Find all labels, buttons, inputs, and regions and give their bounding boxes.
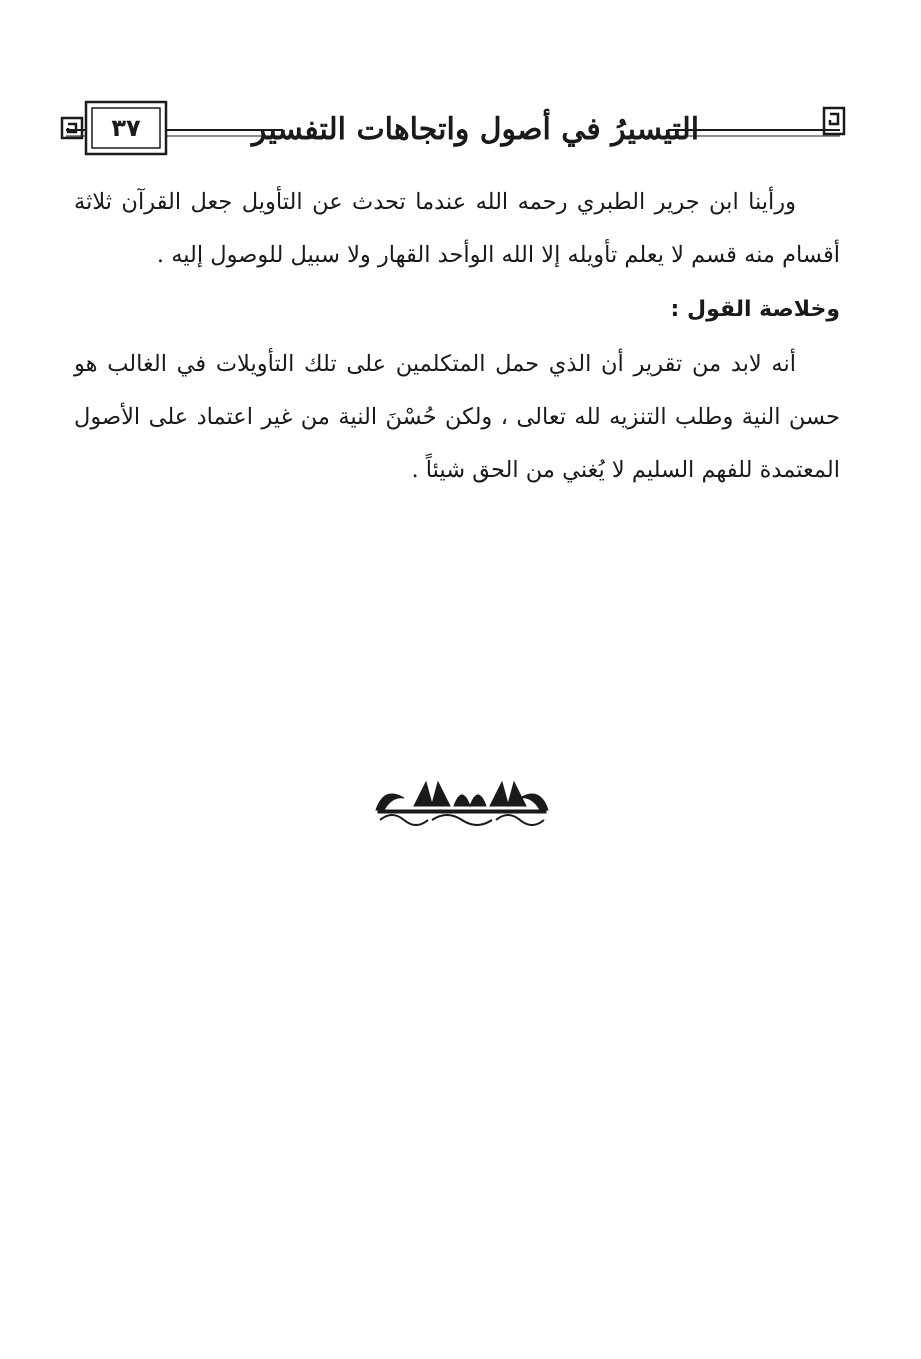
section-heading: وخلاصة القول : [670, 297, 840, 322]
left-key-ornament [62, 118, 82, 138]
paragraph-2: أنه لابد من تقرير أن الذي حمل المتكلمين على تلك التأويلات في الغالب هو حسن النية وطلب التنزيه لله تعالى ، ولكن حُسْنَ النية من غير اعتماد على الأصول المعتمدة للفهم السليم لا يُغني من الحق شيئاً . [74, 351, 840, 483]
running-title: التيسيرُ في أصول واتجاهات التفسير [283, 106, 668, 152]
page-body [74, 176, 840, 497]
palmette-ornament [374, 776, 550, 826]
page-number: ٣٧ [111, 114, 141, 142]
page-header [58, 100, 848, 158]
paragraph-1: ورأينا ابن جرير الطبري رحمه الله عندما تحدث عن التأويل جعل القرآن ثلاثة أقسام منه قسم لا يعلم تأويله إلا الله الوأحد القهار ولا سبيل للوصول إليه . [74, 189, 840, 268]
